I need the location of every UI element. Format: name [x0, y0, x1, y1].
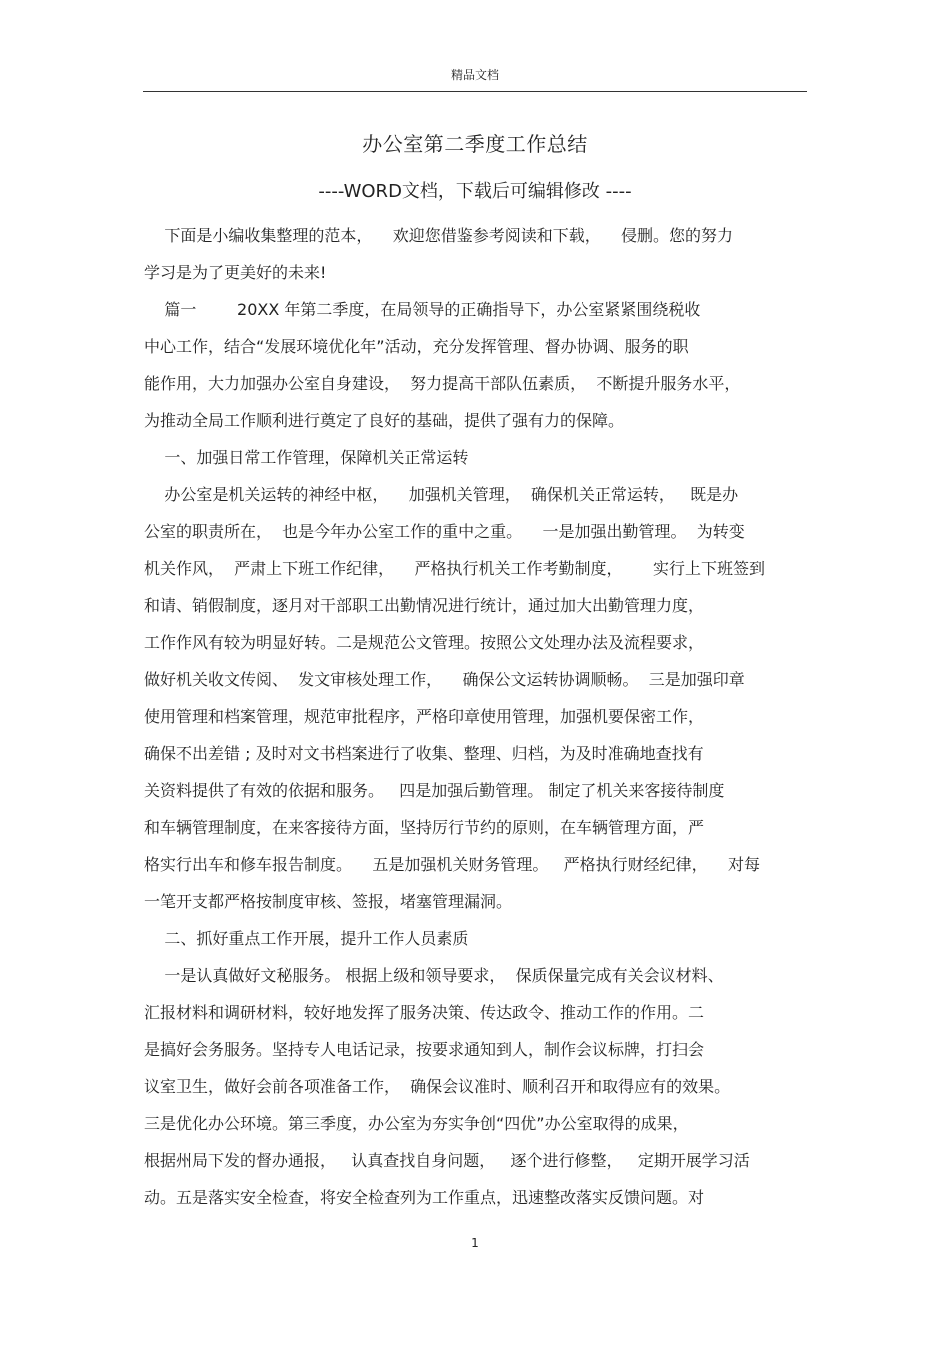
body-line: 办公室是机关运转的神经中枢， 加强机关管理， 确保机关正常运转， 既是办	[144, 485, 739, 504]
body-line: 汇报材料和调研材料，较好地发挥了服务决策、传达政令、推动工作的作用。二	[144, 1003, 705, 1022]
body-line: 使用管理和档案管理，规范审批程序，严格印章使用管理，加强机要保密工作，	[144, 707, 705, 726]
document-title: 办公室第二季度工作总结	[362, 132, 588, 156]
body-line: 机关作风， 严肃上下班工作纪律， 严格执行机关工作考勤制度， 实行上下班签到	[144, 559, 766, 578]
body-line: 做好机关收文传阅、 发文审核处理工作， 确保公文运转协调顺畅。 三是加强印章	[144, 670, 745, 689]
body-line: 动。五是落实安全检查，将安全检查列为工作重点，迅速整改落实反馈问题。对	[144, 1188, 705, 1207]
body-line: 一是认真做好文秘服务。 根据上级和领导要求， 保质保量完成有关会议材料、	[144, 966, 724, 985]
page-number: 1	[471, 1236, 479, 1250]
body-line: 篇一 20XX 年第二季度，在局领导的正确指导下，办公室紧紧围绕税收	[144, 300, 701, 319]
body-line: 是搞好会务服务。坚持专人电话记录，按要求通知到人，制作会议标牌，打扫会	[144, 1040, 705, 1059]
section-heading: 一、加强日常工作管理，保障机关正常运转	[144, 448, 469, 467]
body-line: 关资料提供了有效的依据和服务。 四是加强后勤管理。 制定了机关来客接待制度	[144, 781, 725, 800]
body-line: 议室卫生，做好会前各项准备工作， 确保会议准时、顺利召开和取得应有的效果。	[144, 1077, 731, 1096]
body-line: 工作作风有较为明显好转。二是规范公文管理。按照公文处理办法及流程要求，	[144, 633, 705, 652]
body-line: 根据州局下发的督办通报， 认真查找自身问题， 逐个进行修整， 定期开展学习活	[144, 1151, 750, 1170]
document-subtitle: ----WORD文档，下载后可编辑修改 ----	[318, 181, 632, 202]
body-line: 学习是为了更美好的未来!	[144, 263, 327, 282]
body-line: 格实行出车和修车报告制度。 五是加强机关财务管理。 严格执行财经纪律， 对每	[144, 855, 760, 874]
section-heading: 二、抓好重点工作开展，提升工作人员素质	[144, 929, 469, 948]
body-line: 下面是小编收集整理的范本， 欢迎您借鉴参考阅读和下载， 侵删。您的努力	[144, 226, 734, 245]
body-line: 和请、销假制度，逐月对干部职工出勤情况进行统计，通过加大出勤管理力度，	[144, 596, 705, 615]
body-line: 和车辆管理制度，在来客接待方面，坚持厉行节约的原则，在车辆管理方面，严	[144, 818, 705, 837]
body-line: 能作用，大力加强办公室自身建设， 努力提高干部队伍素质， 不断提升服务水平，	[144, 374, 741, 393]
body-line: 一笔开支都严格按制度审核、签报，堵塞管理漏洞。	[144, 892, 513, 911]
header-divider	[143, 91, 807, 92]
page-header: 精品文档	[450, 68, 499, 82]
body-line: 三是优化办公环境。第三季度，办公室为夯实争创“四优”办公室取得的成果，	[144, 1114, 689, 1133]
body-line: 中心工作，结合“发展环境优化年”活动，充分发挥管理、督办协调、服务的职	[144, 337, 689, 356]
body-line: 确保不出差错 ; 及时对文书档案进行了收集、整理、归档，为及时准确地查找有	[144, 744, 704, 763]
body-line: 为推动全局工作顺利进行奠定了良好的基础，提供了强有力的保障。	[144, 411, 625, 430]
body-line: 公室的职责所在， 也是今年办公室工作的重中之重。 一是加强出勤管理。 为转变	[144, 522, 745, 541]
